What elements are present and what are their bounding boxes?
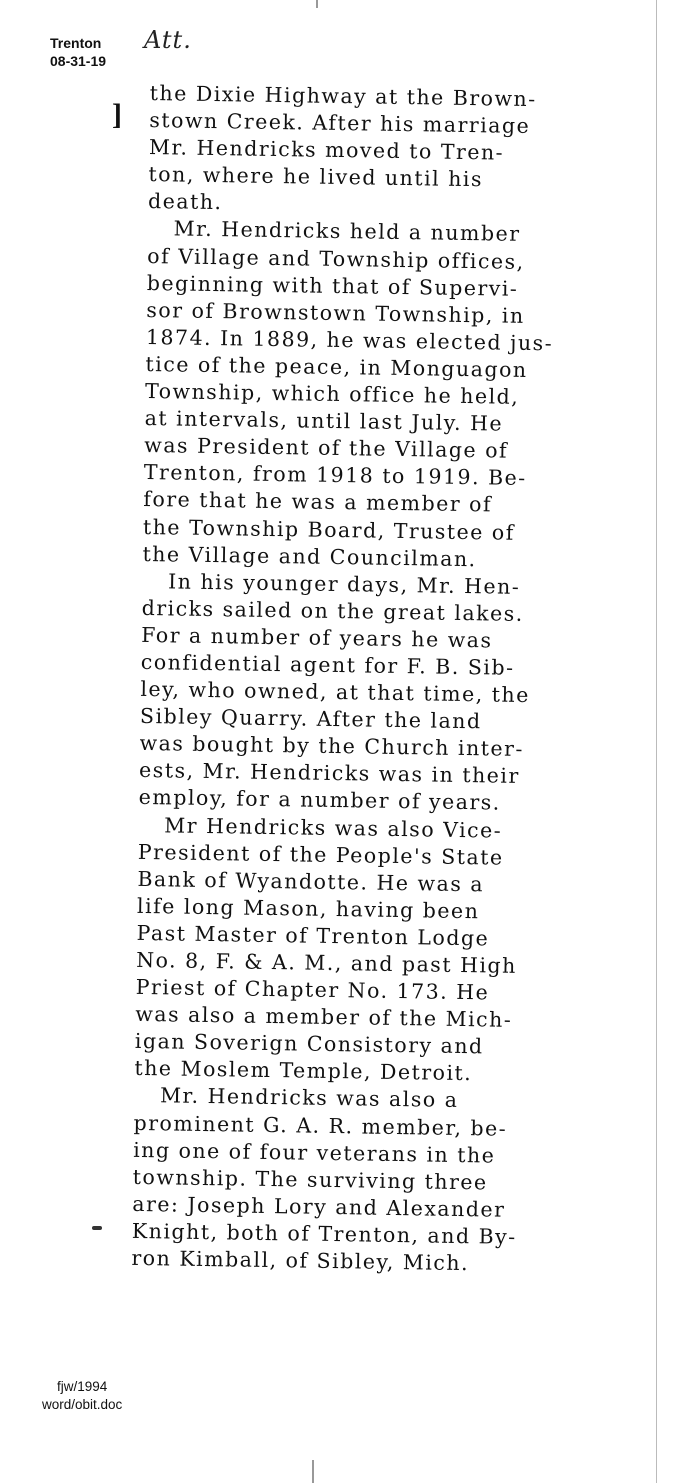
article-line: confidential agent for F. B. Sib- bbox=[140, 649, 515, 680]
article-line: Mr. Hendricks moved to Tren- bbox=[148, 135, 505, 165]
ink-smudge bbox=[92, 1226, 102, 1230]
source-date: 08-31-19 bbox=[50, 53, 107, 69]
article-line: dricks sailed on the great lakes. bbox=[141, 595, 524, 626]
source-place: Trenton bbox=[50, 35, 102, 51]
article-line: the Dixie Highway at the Brown- bbox=[149, 80, 537, 112]
article-line: Knight, both of Trenton, and By- bbox=[131, 1218, 517, 1249]
article-line: of Village and Township offices, bbox=[147, 243, 525, 274]
article-line: Bank of Wyandotte. He was a bbox=[137, 866, 485, 897]
article-line: fore that he was a member of bbox=[143, 487, 493, 517]
article-line: beginning with that of Supervi- bbox=[146, 270, 519, 301]
article-line: stown Creek. After his marriage bbox=[149, 108, 531, 139]
article-line: Mr. Hendricks held a number bbox=[173, 216, 521, 247]
article-line: For a number of years he was bbox=[141, 622, 493, 653]
article-line: the Township Board, Trustee of bbox=[142, 514, 516, 545]
article-line: No. 8, F. & A. M., and past High bbox=[135, 947, 518, 978]
article-line: Mr. Hendricks was also a bbox=[159, 1083, 459, 1113]
handwritten-annotation: Att. bbox=[144, 26, 192, 54]
article-line: tice of the peace, in Monguagon bbox=[145, 351, 528, 382]
clipping-edge bbox=[656, 0, 657, 1483]
article-line: Trenton, from 1918 to 1919. Be- bbox=[143, 460, 527, 491]
article-line: the Village and Councilman. bbox=[142, 541, 477, 571]
article-line: ron Kimball, of Sibley, Mich. bbox=[131, 1245, 470, 1276]
article-line: In his younger days, Mr. Hen- bbox=[167, 569, 521, 599]
article-line: was bought by the Church inter- bbox=[139, 731, 525, 762]
article-line: the Moslem Temple, Detroit. bbox=[134, 1056, 473, 1086]
file-footer bbox=[42, 1378, 122, 1414]
article-line: 1874. In 1889, he was elected jus- bbox=[145, 324, 554, 356]
source-header bbox=[50, 34, 106, 70]
article-line: ests, Mr. Hendricks was in their bbox=[138, 758, 520, 789]
article-line: ton, where he lived until his bbox=[148, 162, 484, 192]
article-paragraph bbox=[148, 80, 650, 223]
article-line: igan Soverign Consistory and bbox=[134, 1029, 484, 1059]
article-line: death. bbox=[147, 189, 223, 215]
article-line: was President of the Village of bbox=[144, 433, 509, 463]
article-line: Sibley Quarry. After the land bbox=[139, 704, 482, 734]
article-paragraph bbox=[131, 1082, 634, 1279]
article-line: President of the People's State bbox=[137, 839, 504, 870]
article-line: at intervals, until last July. He bbox=[144, 406, 504, 436]
article-line: Township, which office he held, bbox=[144, 378, 520, 409]
article-line: prominent G. A. R. member, be- bbox=[133, 1110, 508, 1141]
scan-mark-bottom bbox=[312, 1460, 314, 1483]
article-paragraph bbox=[139, 568, 643, 820]
newspaper-clipping bbox=[131, 80, 650, 1280]
article-line: are: Joseph Lory and Alexander bbox=[132, 1191, 506, 1222]
column-bracket: ] bbox=[112, 98, 122, 131]
footer-author: fjw/1994 bbox=[57, 1379, 108, 1394]
article-line: ing one of four veterans in the bbox=[133, 1137, 496, 1168]
scan-mark-top bbox=[316, 0, 318, 8]
article-line: sor of Brownstown Township, in bbox=[146, 297, 525, 328]
article-line: Mr Hendricks was also Vice- bbox=[164, 812, 503, 843]
article-line: life long Mason, having been bbox=[136, 893, 480, 924]
article-paragraph bbox=[142, 215, 647, 575]
article-line: township. The surviving three bbox=[132, 1164, 488, 1195]
article-line: employ, for a number of years. bbox=[138, 785, 501, 816]
article-line: Priest of Chapter No. 173. He bbox=[135, 974, 490, 1005]
article-line: was also a member of the Mich- bbox=[135, 1002, 513, 1032]
article-line: ley, who owned, at that time, the bbox=[140, 676, 531, 708]
article-paragraph bbox=[134, 811, 638, 1090]
article-line: Past Master of Trenton Lodge bbox=[136, 920, 490, 951]
footer-filename: word/obit.doc bbox=[42, 1397, 123, 1412]
